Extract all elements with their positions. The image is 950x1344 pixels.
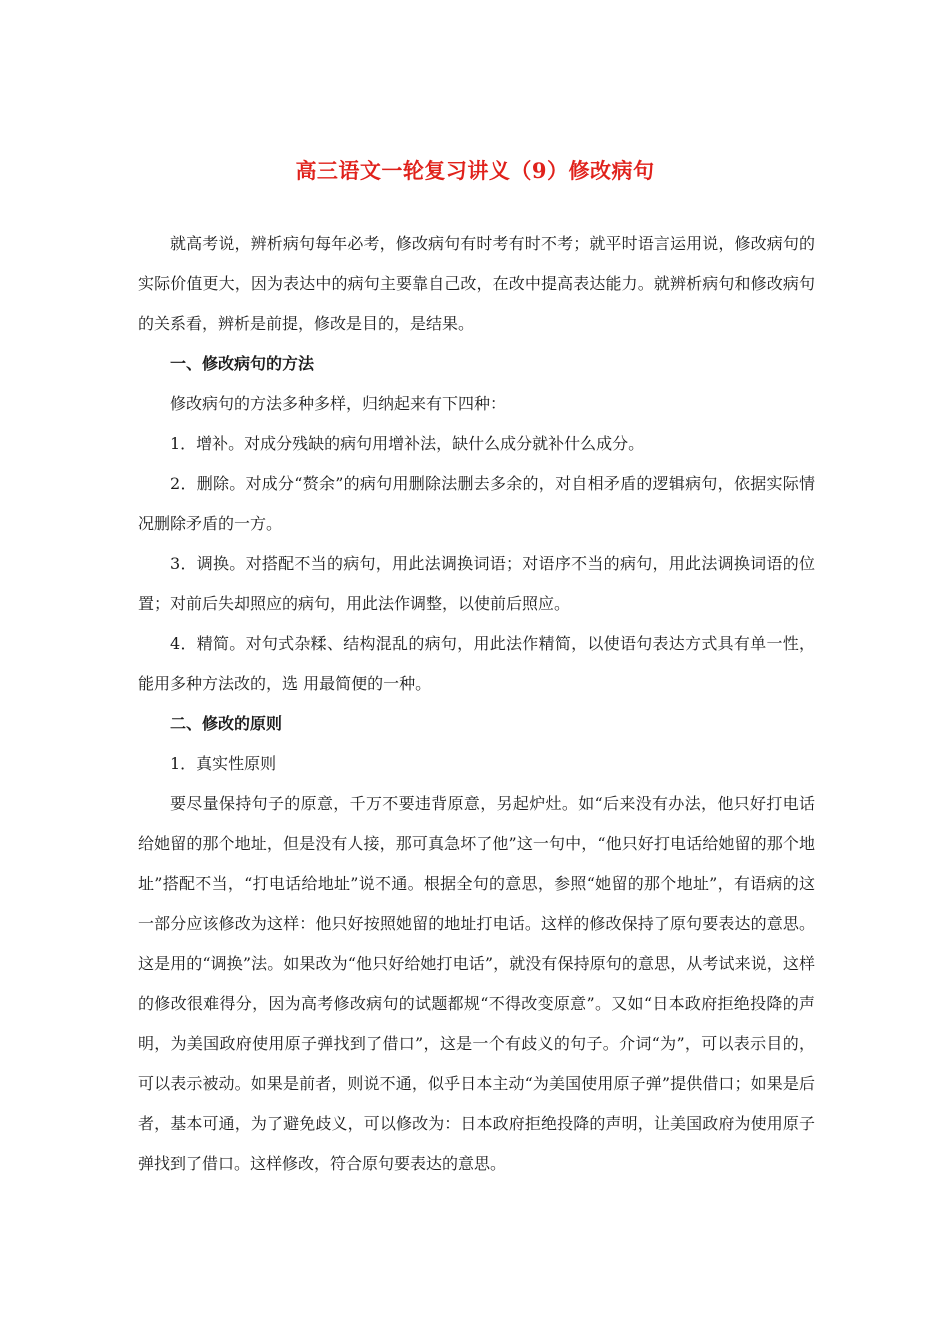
method-item-swap: 3．调换。对搭配不当的病句，用此法调换词语；对语序不当的病句，用此法调换词语的位置；对前后失却照应的病句，用此法作调整，以使前后照应。 — [138, 554, 815, 613]
document-body — [138, 224, 815, 1184]
methods-lead-paragraph: 修改病句的方法多种多样，归纳起来有下四种： — [170, 394, 507, 413]
principle-subheading-authenticity: 1．真实性原则 — [170, 754, 277, 773]
method-item-simplify: 4．精简。对句式杂糅、结构混乱的病句，用此法作精简，以使语句表达方式具有单一性，能用多种方法改的，选 用最简便的一种。 — [138, 634, 815, 693]
intro-paragraph: 就高考说，辨析病句每年必考，修改病句有时考有时不考；就平时语言运用说，修改病句的实际价值更大，因为表达中的病句主要靠自己改，在改中提高表达能力。就辨析病句和修改病句的关系看，辨析是前提，修改是目的，是结果。 — [138, 234, 815, 333]
section-heading-principles: 二、修改的原则 — [170, 714, 283, 733]
document-title: 高三语文一轮复习讲义（9）修改病句 — [295, 158, 655, 183]
section-heading-methods: 一、修改病句的方法 — [170, 354, 315, 373]
method-item-delete: 2．删除。对成分“赘余”的病句用删除法删去多余的，对自相矛盾的逻辑病句，依据实际情况删除矛盾的一方。 — [138, 474, 815, 533]
method-item-add: 1．增补。对成分残缺的病句用增补法，缺什么成分就补什么成分。 — [170, 434, 645, 453]
principle-body-paragraph: 要尽量保持句子的原意，千万不要违背原意，另起炉灶。如“后来没有办法，他只好打电话给她留的那个地址，但是没有人接，那可真急坏了他”这一句中，“他只好打电话给她留的那个地址”搭配不当，“打电话给地址”说不通。根据全句的意思，参照“她留的那个地址”，有语病的这一部分应该修改为这样：他只好按照她留的地址打电话。这样的修改保持了原句要表达的意思。这是用的“调换”法。如果改为“他只好给她打电话”，就没有保持原句的意思，从考试来说，这样的修改很难得分，因为高考修改病句的试题都规“不得改变原意”。又如“日本政府拒绝投降的声明，为美国政府使用原子弹找到了借口”，这是一个有歧义的句子。介词“为”，可以表示目的，可以表示被动。如果是前者，则说不通，似乎日本主动“为美国使用原子弹”提供借口；如果是后者，基本可通，为了避免歧义，可以修改为：日本政府拒绝投降的声明，让美国政府为使用原子弹找到了借口。这样修改，符合原句要表达的意思。 — [138, 794, 815, 1173]
